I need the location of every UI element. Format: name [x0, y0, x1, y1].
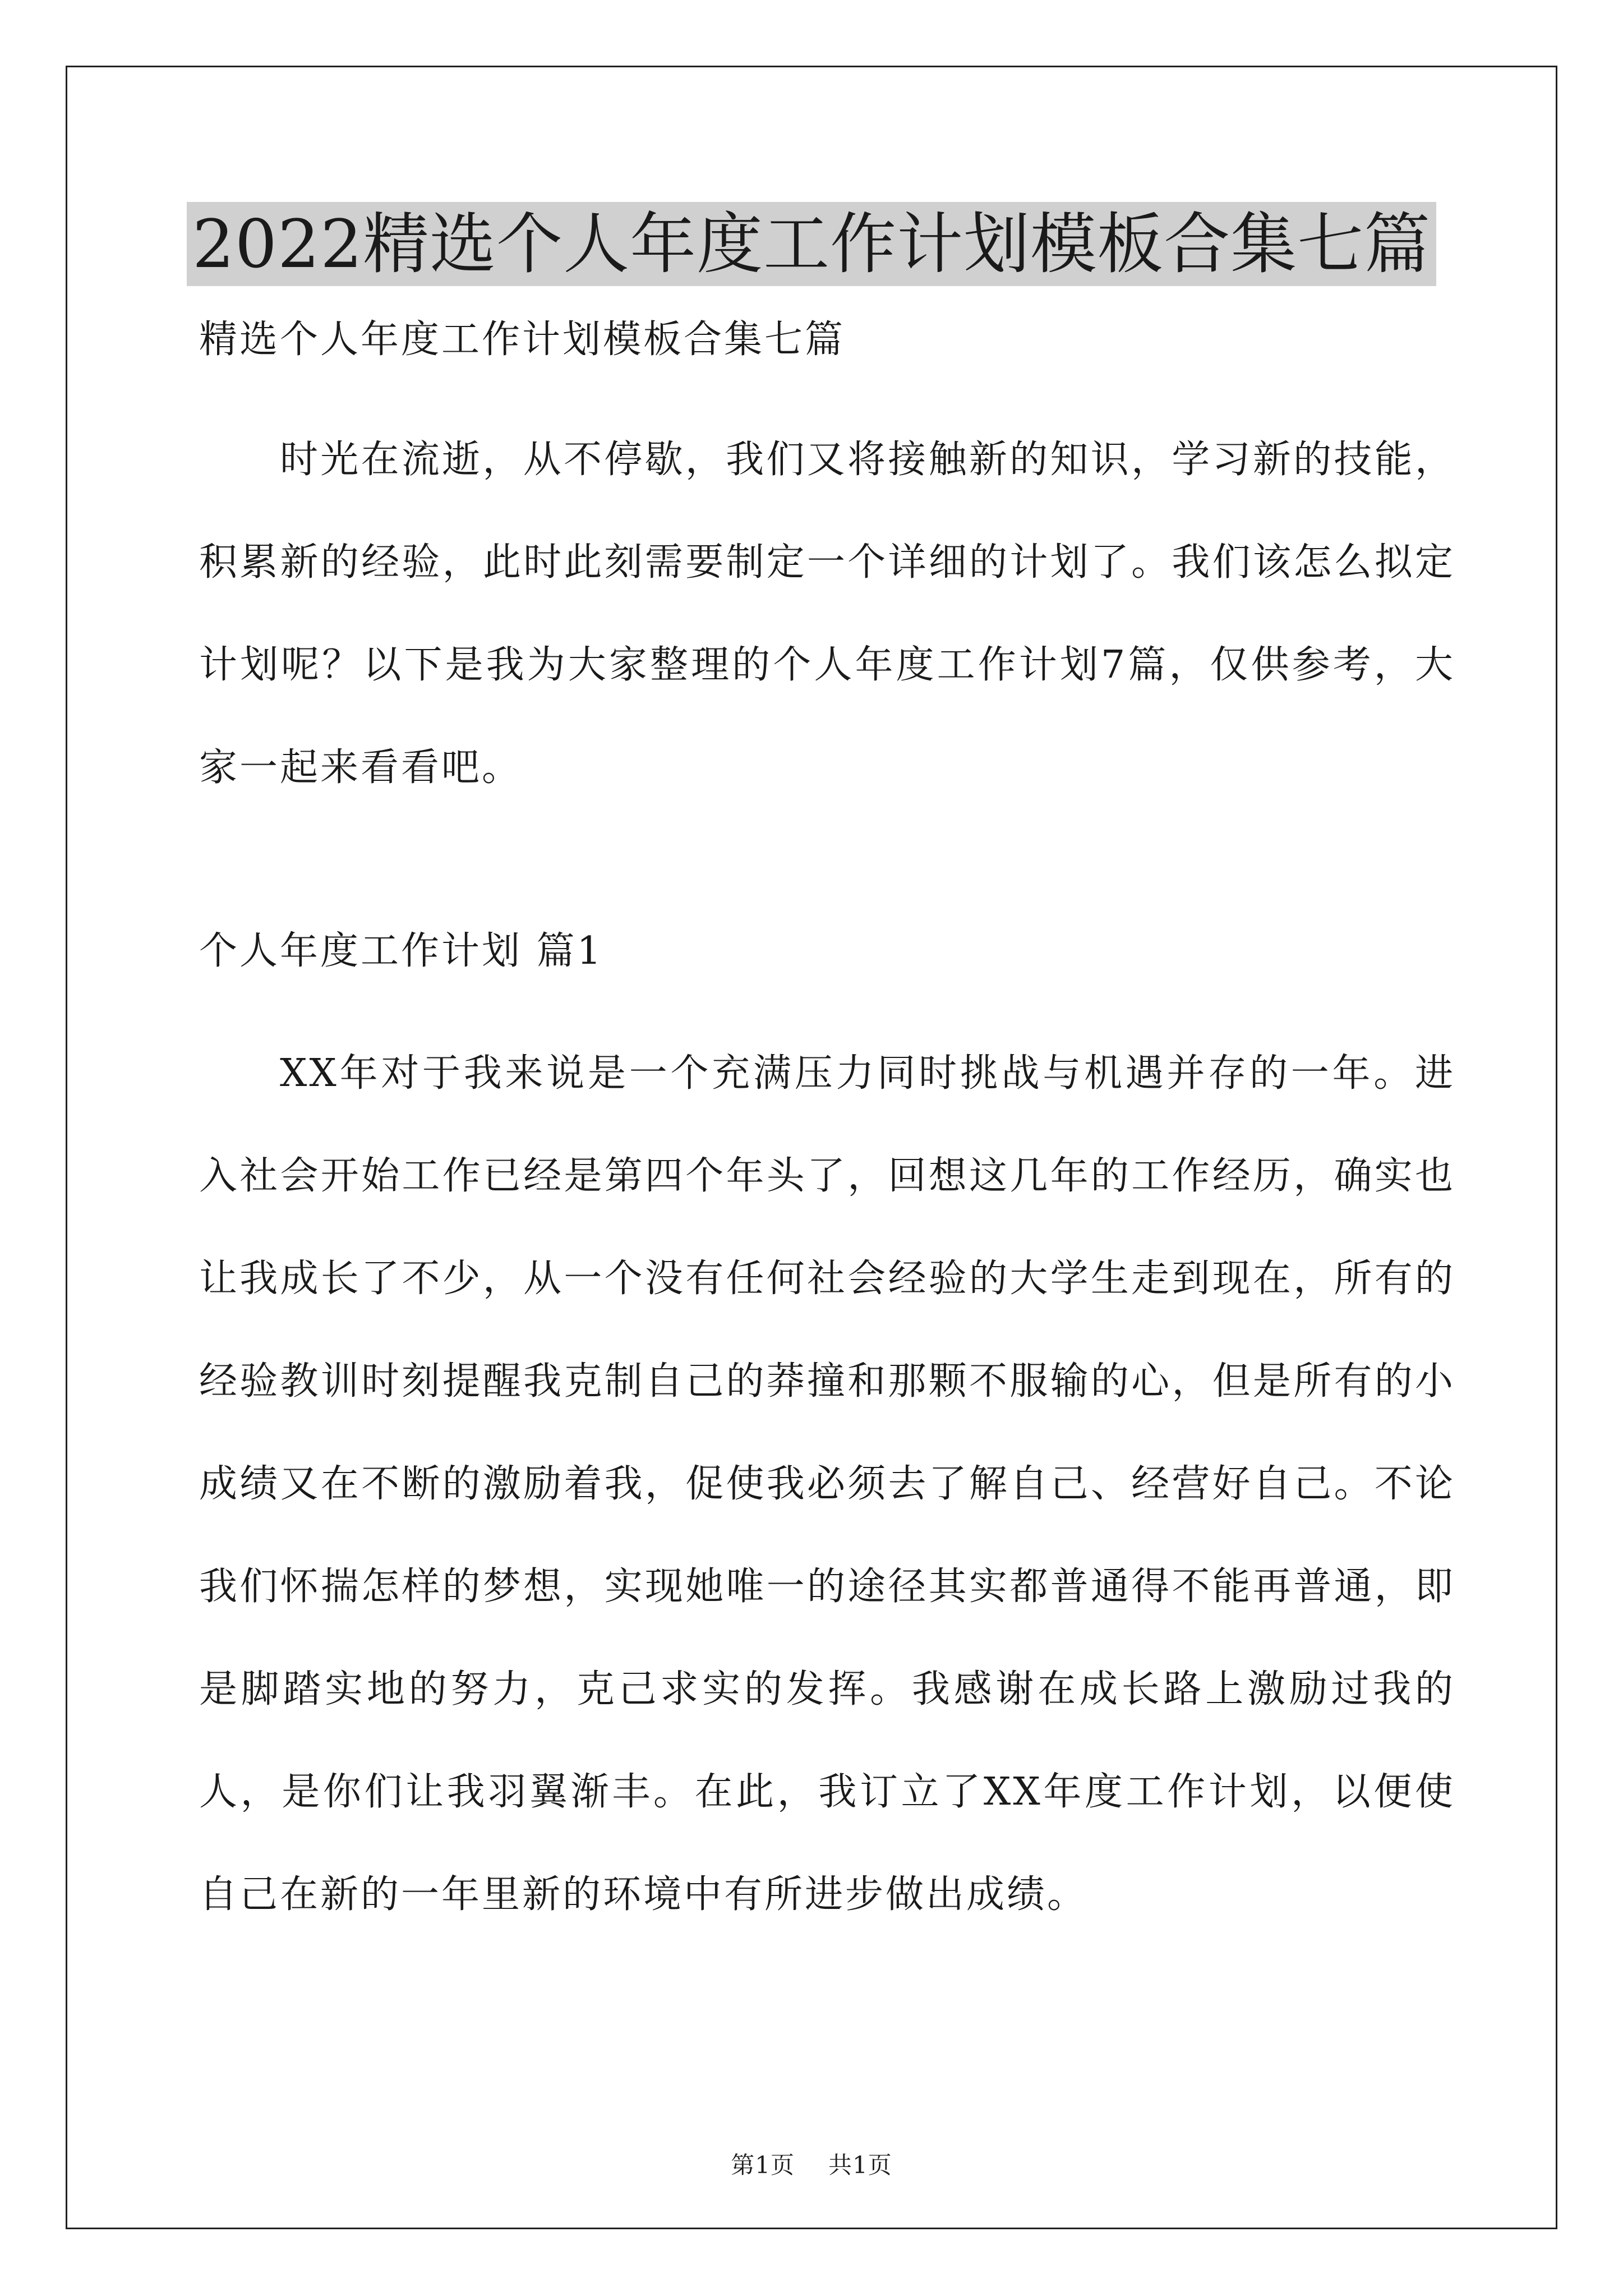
section-heading: 个人年度工作计划 篇1: [199, 929, 603, 973]
page-total: 共1页: [828, 2151, 892, 2179]
document-body: [199, 312, 1455, 1946]
page-footer: [0, 2148, 1623, 2182]
document-title: 2022精选个人年度工作计划模板合集七篇: [187, 202, 1436, 286]
title-container: [0, 202, 1623, 286]
intro-paragraph: 时光在流逝，从不停歇，我们又将接触新的知识，学习新的技能，积累新的经验，此时此刻需要制定一个详细的计划了。我们该怎么拟定计划呢？以下是我为大家整理的个人年度工作计划7篇，仅供参考，大家一起来看看吧。: [199, 438, 1455, 790]
section-paragraph: XX年对于我来说是一个充满压力同时挑战与机遇并存的一年。进入社会开始工作已经是第四个年头了，回想这几年的工作经历，确实也让我成长了不少，从一个没有任何社会经验的大学生走到现在，所有的经验教训时刻提醒我克制自己的莽撞和那颗不服输的心，但是所有的小成绩又在不断的激励着我，促使我必须去了解自己、经营好自己。不论我们怀揣怎样的梦想，实现她唯一的途径其实都普通得不能再普通，即是脚踏实地的努力，克己求实的发挥。我感谢在成长路上激励过我的人，是你们让我羽翼渐丰。在此，我订立了XX年度工作计划，以便使自己在新的一年里新的环境中有所进步做出成绩。: [199, 1051, 1455, 1917]
document-subtitle: 精选个人年度工作计划模板合集七篇: [199, 318, 846, 362]
page-number: 第1页: [731, 2151, 795, 2179]
